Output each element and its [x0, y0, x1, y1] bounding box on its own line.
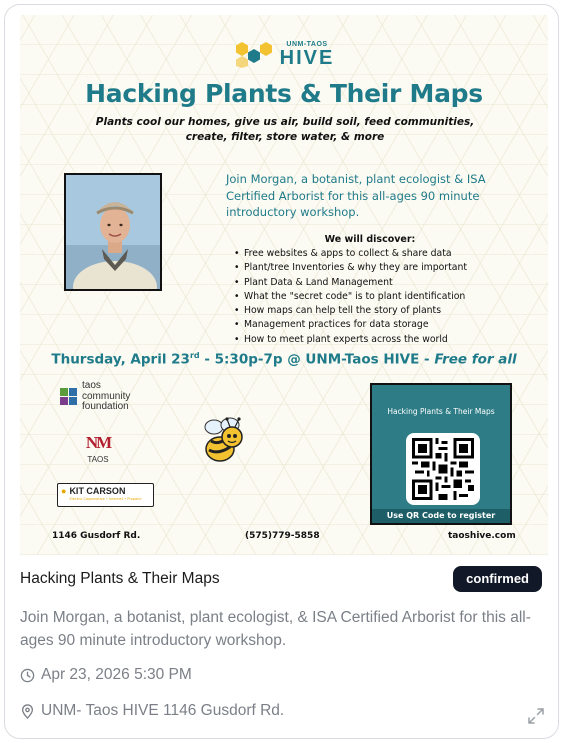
- poster-address: 1146 Gusdorf Rd.: [52, 531, 141, 541]
- poster-phone: (575)779-5858: [245, 531, 320, 541]
- qr-footer: Use QR Code to register: [372, 509, 510, 523]
- list-item: • Free websites & apps to collect & share data: [234, 247, 534, 261]
- kit-carson-logo: [57, 483, 154, 507]
- qr-code[interactable]: [406, 433, 480, 505]
- event-location[interactable]: UNM- Taos HIVE 1146 Gusdorf Rd.: [41, 702, 285, 719]
- lightbulb-icon: ●: [61, 486, 67, 496]
- kit-carson-subtitle: Electric Cooperative • Internet • Propane: [69, 497, 142, 501]
- list-item: • How to meet plant experts across the world: [234, 333, 534, 347]
- unm-taos-hive-logo: [20, 37, 548, 71]
- kit-carson-name: KIT CARSON: [69, 486, 126, 496]
- presenter-photo: [64, 173, 162, 291]
- foundation-line: foundation: [82, 401, 129, 412]
- foundation-line: community: [82, 390, 131, 402]
- foundation-line: taos: [82, 380, 101, 391]
- event-card[interactable]: [4, 4, 559, 739]
- when-date: Thursday, April 23: [51, 351, 190, 368]
- event-datetime-row: [20, 666, 192, 684]
- list-item: • Plant/tree Inventories & why they are important: [234, 261, 534, 275]
- unm-text: TAOS: [87, 455, 109, 464]
- event-title[interactable]: Hacking Plants & Their Maps: [20, 570, 220, 587]
- unm-taos-logo: [82, 433, 114, 464]
- qr-title: Hacking Plants & Their Maps: [387, 407, 495, 416]
- when-time-place: - 5:30p-7p @ UNM-Taos HIVE -: [199, 351, 435, 368]
- expand-icon[interactable]: [526, 706, 546, 726]
- list-item: • How maps can help tell the story of plants: [234, 304, 534, 318]
- when-free: Free for all: [434, 351, 517, 368]
- discover-list: [234, 247, 534, 347]
- bee-icon: [198, 415, 246, 465]
- map-pin-icon: [20, 704, 35, 719]
- taos-community-foundation-logo: [60, 381, 130, 413]
- qr-register-panel[interactable]: [370, 383, 512, 525]
- event-location-row[interactable]: [20, 702, 284, 720]
- poster-intro: Join Morgan, a botanist, plant ecologist & ISA Certified Arborist for this all-ages 90 minute introductory workshop.: [226, 172, 486, 220]
- status-badge: confirmed: [453, 566, 542, 592]
- event-when-line: [20, 351, 548, 368]
- poster-title: Hacking Plants & Their Maps: [85, 79, 483, 108]
- poster-website: taoshive.com: [448, 531, 516, 541]
- clock-icon: [20, 668, 35, 683]
- poster-tagline: Plants cool our homes, give us air, build soil, feed communities, create, filter, store water, & more: [95, 116, 475, 144]
- event-poster-image[interactable]: [20, 15, 548, 555]
- logo-small-text: UNM-TAOS: [286, 40, 328, 48]
- discover-heading: We will discover:: [324, 234, 416, 245]
- logo-big-text: HIVE: [279, 46, 335, 69]
- event-datetime: Apr 23, 2026 5:30 PM: [41, 666, 192, 683]
- event-description: Join Morgan, a botanist, plant ecologist, & ISA Certified Arborist for this all-ages 90 minute introductory workshop.: [20, 609, 531, 649]
- qr-code-icon: [411, 438, 475, 500]
- hexagon-cluster-icon: [234, 40, 274, 68]
- list-item: • Management practices for data storage: [234, 318, 534, 332]
- list-item: • What the "secret code" is to plant identification: [234, 290, 534, 304]
- unm-mark: NM: [85, 433, 111, 452]
- foundation-squares-icon: [60, 388, 77, 405]
- list-item: • Plant Data & Land Management: [234, 276, 534, 290]
- presenter-portrait-icon: [66, 175, 162, 291]
- when-date-suffix: rd: [189, 351, 200, 360]
